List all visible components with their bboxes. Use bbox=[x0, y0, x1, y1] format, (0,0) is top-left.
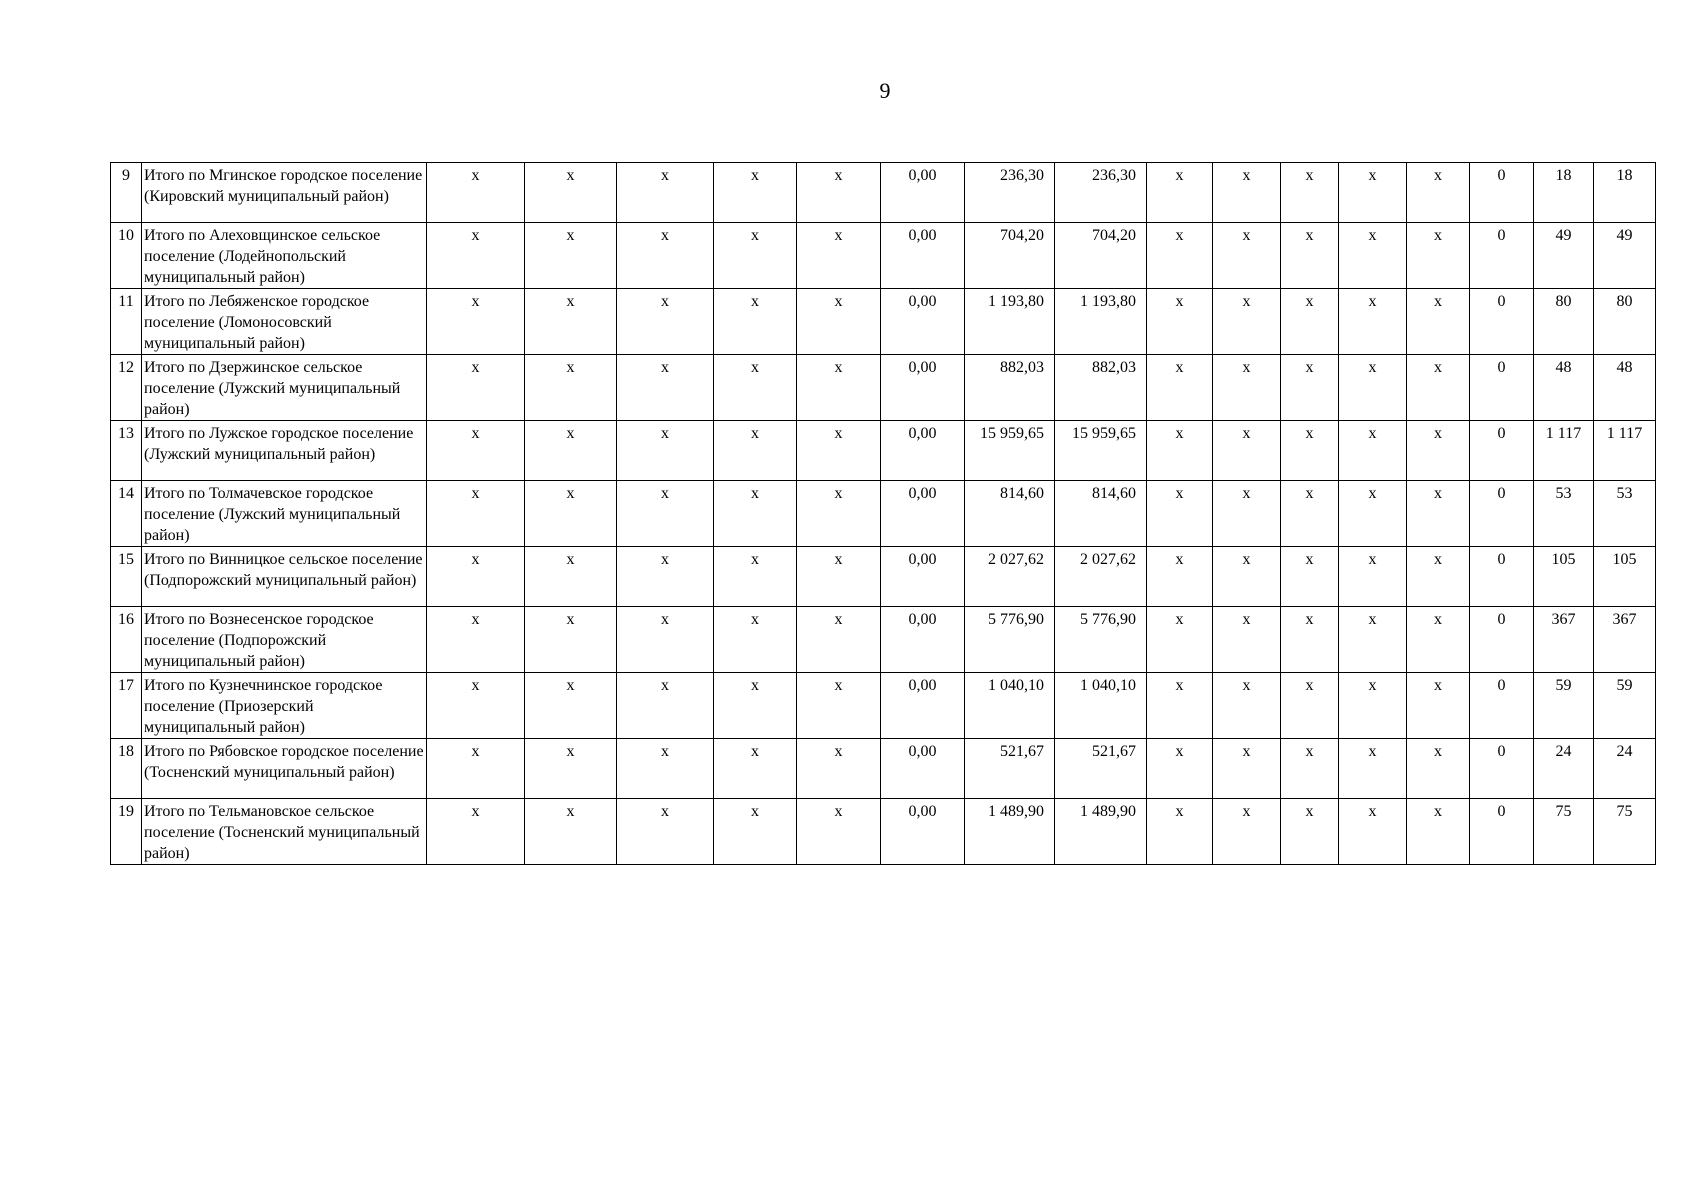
cell-x: х bbox=[1147, 163, 1213, 223]
cell-x: х bbox=[427, 421, 525, 481]
settlement-name: Итого по Вознесенское городское поселение (Подпорожский муниципальный район) bbox=[142, 607, 427, 673]
cell-x: х bbox=[1281, 607, 1339, 673]
cell-x: х bbox=[1213, 289, 1281, 355]
cell-x: х bbox=[797, 607, 881, 673]
table-row bbox=[111, 163, 1656, 223]
count-cell: 0 bbox=[1470, 799, 1534, 865]
cell-x: х bbox=[1213, 223, 1281, 289]
value-cell: 15 959,65 bbox=[1055, 421, 1147, 481]
cell-x: х bbox=[525, 223, 617, 289]
cell-x: х bbox=[1281, 223, 1339, 289]
count-cell: 80 bbox=[1594, 289, 1656, 355]
cell-x: х bbox=[1147, 799, 1213, 865]
settlement-name: Итого по Толмачевское городское поселение (Лужский муниципальный район) bbox=[142, 481, 427, 547]
cell-x: х bbox=[525, 547, 617, 607]
settlement-name: Итого по Мгинское городское поселение (Кировский муниципальный район) bbox=[142, 163, 427, 223]
table-body bbox=[111, 163, 1656, 865]
row-number: 17 bbox=[111, 673, 142, 739]
cell-x: х bbox=[714, 289, 797, 355]
cell-x: х bbox=[1213, 673, 1281, 739]
cell-x: х bbox=[1213, 481, 1281, 547]
count-cell: 59 bbox=[1534, 673, 1594, 739]
cell-x: х bbox=[1281, 547, 1339, 607]
count-cell: 0 bbox=[1470, 547, 1534, 607]
cell-x: х bbox=[1339, 355, 1407, 421]
cell-x: х bbox=[1281, 739, 1339, 799]
cell-x: х bbox=[1281, 289, 1339, 355]
cell-x: х bbox=[1407, 421, 1470, 481]
cell-x: х bbox=[617, 799, 714, 865]
table-row bbox=[111, 547, 1656, 607]
table-row bbox=[111, 289, 1656, 355]
cell-x: х bbox=[1213, 355, 1281, 421]
value-cell: 882,03 bbox=[1055, 355, 1147, 421]
cell-x: х bbox=[525, 355, 617, 421]
cell-x: х bbox=[1147, 481, 1213, 547]
count-cell: 18 bbox=[1534, 163, 1594, 223]
count-cell: 1 117 bbox=[1594, 421, 1656, 481]
cell-x: х bbox=[1281, 673, 1339, 739]
count-cell: 0 bbox=[1470, 673, 1534, 739]
cell-x: х bbox=[1213, 739, 1281, 799]
table-row bbox=[111, 355, 1656, 421]
cell-x: х bbox=[714, 421, 797, 481]
count-cell: 105 bbox=[1534, 547, 1594, 607]
cell-x: х bbox=[1213, 547, 1281, 607]
settlement-name: Итого по Лужское городское поселение (Лужский муниципальный район) bbox=[142, 421, 427, 481]
cell-x: х bbox=[1213, 163, 1281, 223]
cell-x: х bbox=[714, 223, 797, 289]
cell-x: х bbox=[1407, 481, 1470, 547]
count-cell: 53 bbox=[1534, 481, 1594, 547]
value-cell: 0,00 bbox=[881, 355, 965, 421]
count-cell: 75 bbox=[1534, 799, 1594, 865]
cell-x: х bbox=[1339, 607, 1407, 673]
value-cell: 1 489,90 bbox=[1055, 799, 1147, 865]
count-cell: 24 bbox=[1594, 739, 1656, 799]
cell-x: х bbox=[617, 163, 714, 223]
count-cell: 0 bbox=[1470, 607, 1534, 673]
table-row bbox=[111, 799, 1656, 865]
count-cell: 49 bbox=[1534, 223, 1594, 289]
cell-x: х bbox=[427, 739, 525, 799]
value-cell: 2 027,62 bbox=[965, 547, 1055, 607]
cell-x: х bbox=[1339, 481, 1407, 547]
cell-x: х bbox=[1213, 799, 1281, 865]
count-cell: 0 bbox=[1470, 421, 1534, 481]
cell-x: х bbox=[427, 355, 525, 421]
value-cell: 0,00 bbox=[881, 223, 965, 289]
cell-x: х bbox=[525, 163, 617, 223]
cell-x: х bbox=[1339, 673, 1407, 739]
cell-x: х bbox=[617, 223, 714, 289]
value-cell: 236,30 bbox=[965, 163, 1055, 223]
cell-x: х bbox=[427, 607, 525, 673]
cell-x: х bbox=[1147, 421, 1213, 481]
cell-x: х bbox=[427, 223, 525, 289]
count-cell: 59 bbox=[1594, 673, 1656, 739]
cell-x: х bbox=[797, 163, 881, 223]
count-cell: 53 bbox=[1594, 481, 1656, 547]
cell-x: х bbox=[714, 799, 797, 865]
cell-x: х bbox=[617, 739, 714, 799]
row-number: 9 bbox=[111, 163, 142, 223]
cell-x: х bbox=[1281, 163, 1339, 223]
cell-x: х bbox=[1147, 289, 1213, 355]
cell-x: х bbox=[797, 289, 881, 355]
count-cell: 48 bbox=[1534, 355, 1594, 421]
row-number: 16 bbox=[111, 607, 142, 673]
value-cell: 1 193,80 bbox=[1055, 289, 1147, 355]
cell-x: х bbox=[714, 163, 797, 223]
value-cell: 0,00 bbox=[881, 421, 965, 481]
cell-x: х bbox=[1407, 607, 1470, 673]
value-cell: 0,00 bbox=[881, 481, 965, 547]
cell-x: х bbox=[1407, 355, 1470, 421]
cell-x: х bbox=[427, 163, 525, 223]
value-cell: 0,00 bbox=[881, 739, 965, 799]
value-cell: 1 489,90 bbox=[965, 799, 1055, 865]
row-number: 19 bbox=[111, 799, 142, 865]
cell-x: х bbox=[617, 421, 714, 481]
settlement-name: Итого по Рябовское городское поселение (Тосненский муниципальный район) bbox=[142, 739, 427, 799]
value-cell: 5 776,90 bbox=[965, 607, 1055, 673]
count-cell: 80 bbox=[1534, 289, 1594, 355]
count-cell: 75 bbox=[1594, 799, 1656, 865]
cell-x: х bbox=[714, 481, 797, 547]
cell-x: х bbox=[525, 673, 617, 739]
count-cell: 0 bbox=[1470, 223, 1534, 289]
row-number: 15 bbox=[111, 547, 142, 607]
cell-x: х bbox=[1147, 739, 1213, 799]
cell-x: х bbox=[1407, 223, 1470, 289]
cell-x: х bbox=[525, 421, 617, 481]
cell-x: х bbox=[427, 289, 525, 355]
value-cell: 5 776,90 bbox=[1055, 607, 1147, 673]
cell-x: х bbox=[427, 799, 525, 865]
table-row bbox=[111, 739, 1656, 799]
cell-x: х bbox=[525, 739, 617, 799]
count-cell: 0 bbox=[1470, 289, 1534, 355]
settlement-name: Итого по Тельмановское сельское поселение (Тосненский муниципальный район) bbox=[142, 799, 427, 865]
count-cell: 105 bbox=[1594, 547, 1656, 607]
cell-x: х bbox=[1339, 421, 1407, 481]
cell-x: х bbox=[797, 739, 881, 799]
cell-x: х bbox=[1147, 547, 1213, 607]
cell-x: х bbox=[617, 673, 714, 739]
settlement-name: Итого по Кузнечнинское городское поселение (Приозерский муниципальный район) bbox=[142, 673, 427, 739]
count-cell: 1 117 bbox=[1534, 421, 1594, 481]
cell-x: х bbox=[797, 481, 881, 547]
cell-x: х bbox=[1407, 799, 1470, 865]
settlements-table bbox=[110, 162, 1656, 865]
count-cell: 0 bbox=[1470, 355, 1534, 421]
cell-x: х bbox=[1281, 799, 1339, 865]
cell-x: х bbox=[1147, 673, 1213, 739]
value-cell: 814,60 bbox=[965, 481, 1055, 547]
cell-x: х bbox=[1407, 739, 1470, 799]
settlement-name: Итого по Дзержинское сельское поселение (Лужский муниципальный район) bbox=[142, 355, 427, 421]
cell-x: х bbox=[1339, 799, 1407, 865]
cell-x: х bbox=[1339, 223, 1407, 289]
cell-x: х bbox=[797, 355, 881, 421]
count-cell: 0 bbox=[1470, 163, 1534, 223]
cell-x: х bbox=[427, 547, 525, 607]
value-cell: 1 193,80 bbox=[965, 289, 1055, 355]
cell-x: х bbox=[797, 673, 881, 739]
page-number: 9 bbox=[879, 78, 891, 103]
count-cell: 0 bbox=[1470, 481, 1534, 547]
value-cell: 1 040,10 bbox=[1055, 673, 1147, 739]
value-cell: 521,67 bbox=[1055, 739, 1147, 799]
cell-x: х bbox=[714, 355, 797, 421]
cell-x: х bbox=[525, 481, 617, 547]
cell-x: х bbox=[797, 799, 881, 865]
count-cell: 367 bbox=[1534, 607, 1594, 673]
value-cell: 704,20 bbox=[965, 223, 1055, 289]
count-cell: 0 bbox=[1470, 739, 1534, 799]
value-cell: 1 040,10 bbox=[965, 673, 1055, 739]
cell-x: х bbox=[1147, 607, 1213, 673]
cell-x: х bbox=[1339, 739, 1407, 799]
settlement-name: Итого по Алеховщинское сельское поселение (Лодейнопольский муниципальный район) bbox=[142, 223, 427, 289]
cell-x: х bbox=[525, 607, 617, 673]
cell-x: х bbox=[617, 481, 714, 547]
cell-x: х bbox=[617, 607, 714, 673]
count-cell: 18 bbox=[1594, 163, 1656, 223]
value-cell: 15 959,65 bbox=[965, 421, 1055, 481]
row-number: 11 bbox=[111, 289, 142, 355]
cell-x: х bbox=[1281, 421, 1339, 481]
cell-x: х bbox=[427, 673, 525, 739]
count-cell: 49 bbox=[1594, 223, 1656, 289]
value-cell: 2 027,62 bbox=[1055, 547, 1147, 607]
cell-x: х bbox=[617, 547, 714, 607]
table-row bbox=[111, 481, 1656, 547]
cell-x: х bbox=[714, 607, 797, 673]
cell-x: х bbox=[617, 355, 714, 421]
row-number: 12 bbox=[111, 355, 142, 421]
table-row bbox=[111, 223, 1656, 289]
settlement-name: Итого по Лебяженское городское поселение (Ломоносовский муниципальный район) bbox=[142, 289, 427, 355]
value-cell: 704,20 bbox=[1055, 223, 1147, 289]
cell-x: х bbox=[1407, 289, 1470, 355]
cell-x: х bbox=[1281, 481, 1339, 547]
cell-x: х bbox=[1339, 547, 1407, 607]
cell-x: х bbox=[1213, 421, 1281, 481]
count-cell: 367 bbox=[1594, 607, 1656, 673]
row-number: 10 bbox=[111, 223, 142, 289]
cell-x: х bbox=[714, 673, 797, 739]
cell-x: х bbox=[1407, 673, 1470, 739]
cell-x: х bbox=[714, 547, 797, 607]
cell-x: х bbox=[1213, 607, 1281, 673]
value-cell: 0,00 bbox=[881, 547, 965, 607]
cell-x: х bbox=[1281, 355, 1339, 421]
count-cell: 48 bbox=[1594, 355, 1656, 421]
cell-x: х bbox=[797, 223, 881, 289]
value-cell: 814,60 bbox=[1055, 481, 1147, 547]
cell-x: х bbox=[1339, 163, 1407, 223]
cell-x: х bbox=[1147, 223, 1213, 289]
cell-x: х bbox=[797, 421, 881, 481]
value-cell: 0,00 bbox=[881, 673, 965, 739]
count-cell: 24 bbox=[1534, 739, 1594, 799]
table-row bbox=[111, 607, 1656, 673]
cell-x: х bbox=[525, 289, 617, 355]
settlement-name: Итого по Винницкое сельское поселение (Подпорожский муниципальный район) bbox=[142, 547, 427, 607]
value-cell: 0,00 bbox=[881, 607, 965, 673]
cell-x: х bbox=[427, 481, 525, 547]
value-cell: 0,00 bbox=[881, 289, 965, 355]
cell-x: х bbox=[797, 547, 881, 607]
table-row bbox=[111, 673, 1656, 739]
value-cell: 882,03 bbox=[965, 355, 1055, 421]
cell-x: х bbox=[1147, 355, 1213, 421]
row-number: 13 bbox=[111, 421, 142, 481]
cell-x: х bbox=[525, 799, 617, 865]
table-row bbox=[111, 421, 1656, 481]
value-cell: 0,00 bbox=[881, 799, 965, 865]
value-cell: 236,30 bbox=[1055, 163, 1147, 223]
row-number: 18 bbox=[111, 739, 142, 799]
value-cell: 521,67 bbox=[965, 739, 1055, 799]
cell-x: х bbox=[1407, 163, 1470, 223]
row-number: 14 bbox=[111, 481, 142, 547]
cell-x: х bbox=[617, 289, 714, 355]
value-cell: 0,00 bbox=[881, 163, 965, 223]
cell-x: х bbox=[714, 739, 797, 799]
cell-x: х bbox=[1407, 547, 1470, 607]
cell-x: х bbox=[1339, 289, 1407, 355]
